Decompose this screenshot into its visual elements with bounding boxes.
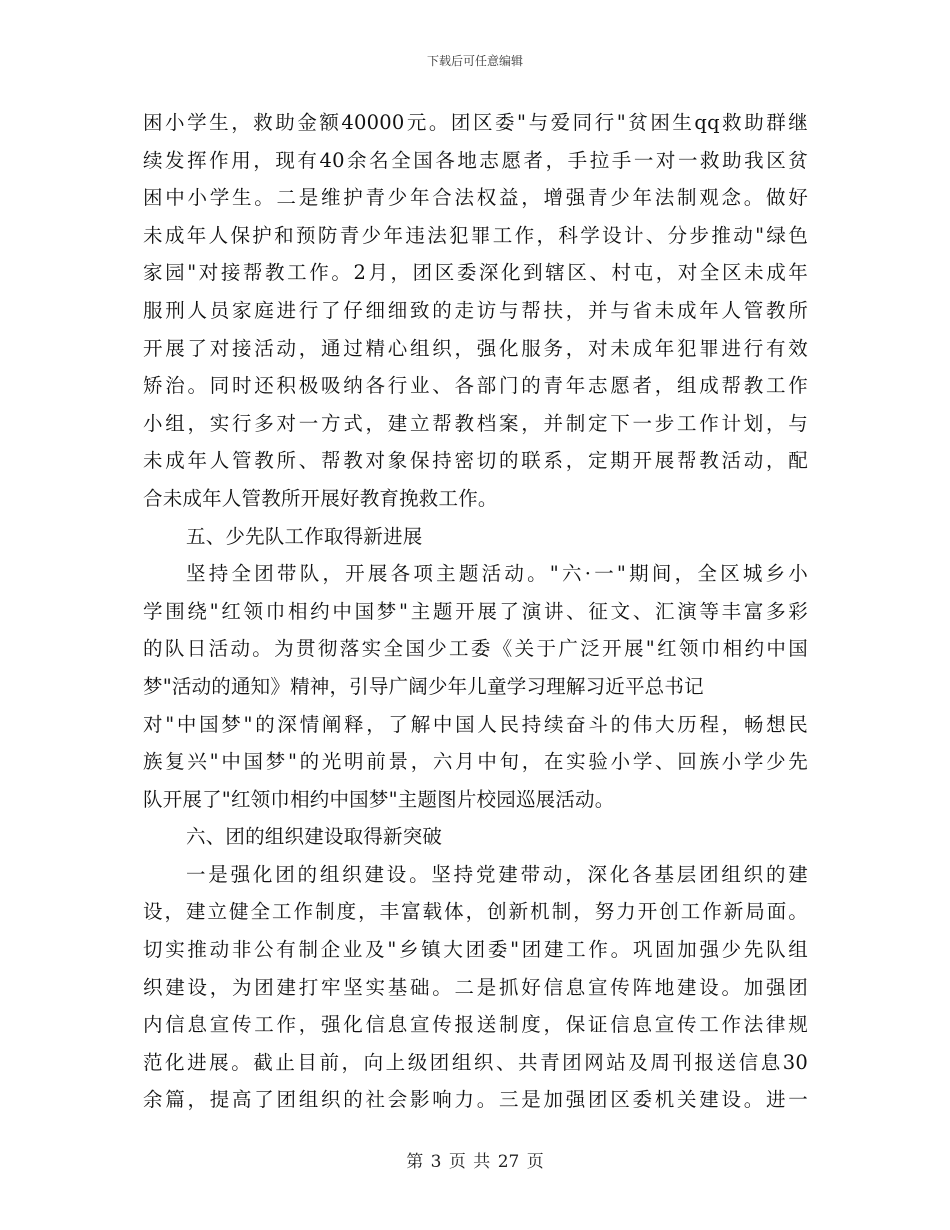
body-line: 的队日活动。为贯彻落实全国少工委《关于广泛开展"红领巾相约中国: [143, 637, 808, 661]
page-footer: 第 3 页 共 27 页: [406, 1152, 544, 1172]
section-heading: 六、团的组织建设取得新突破: [186, 825, 443, 849]
body-line: 困中小学生。二是维护青少年合法权益，增强青少年法制观念。做好: [143, 186, 808, 210]
body-line: 队开展了"红领巾相约中国梦"主题图片校园巡展活动。: [143, 787, 615, 811]
body-line: 族复兴"中国梦"的光明前景，六月中旬，在实验小学、回族小学少先: [143, 750, 808, 774]
body-line: 设，建立健全工作制度，丰富载体，创新机制，努力开创工作新局面。: [143, 900, 808, 924]
body-line: 小组，实行多对一方式，建立帮教档案，并制定下一步工作计划，与: [143, 411, 808, 435]
body-line: 对"中国梦"的深情阐释，了解中国人民持续奋斗的伟大历程，畅想民: [143, 712, 808, 736]
section-heading: 五、少先队工作取得新进展: [186, 524, 423, 548]
body-line: 未成年人管教所、帮教对象保持密切的联系，定期开展帮教活动，配: [143, 449, 808, 473]
body-line: 困小学生，救助金额40000元。团区委"与爱同行"贫困生qq救助群继: [143, 111, 808, 134]
body-line: 学围绕"红领巾相约中国梦"主题开展了演讲、征文、汇演等丰富多彩: [143, 599, 808, 623]
body-line: 合未成年人管教所开展好教育挽救工作。: [143, 486, 498, 510]
body-line: 范化进展。截止目前，向上级团组织、共青团网站及周刊报送信息30: [143, 1050, 808, 1074]
body-line: 梦"活动的通知》精神，引导广阔少年儿童学习理解习近平总书记: [143, 674, 704, 698]
body-line: 服刑人员家庭进行了仔细细致的走访与帮扶，并与省未成年人管教所: [143, 298, 808, 322]
body-line: 矫治。同时还积极吸纳各行业、各部门的青年志愿者，组成帮教工作: [143, 374, 808, 398]
paragraph-first-line: 一是强化团的组织建设。坚持党建带动，深化各基层团组织的建: [186, 862, 808, 886]
body-line: 未成年人保护和预防青少年违法犯罪工作，科学设计、分步推动"绿色: [143, 223, 808, 247]
document-body: [143, 104, 808, 1119]
body-line: 开展了对接活动，通过精心组织，强化服务，对未成年犯罪进行有效: [143, 336, 808, 360]
body-line: 内信息宣传工作，强化信息宣传报送制度，保证信息宣传工作法律规: [143, 1013, 808, 1037]
body-line: 续发挥作用，现有40余名全国各地志愿者，手拉手一对一救助我区贫: [143, 148, 808, 172]
body-line: 切实推动非公有制企业及"乡镇大团委"团建工作。巩固加强少先队组: [143, 938, 808, 962]
body-line: 余篇，提高了团组织的社会影响力。三是加强团区委机关建设。进一: [143, 1088, 808, 1112]
body-line: 家园"对接帮教工作。2月，团区委深化到辖区、村屯，对全区未成年: [143, 261, 808, 285]
body-line: 织建设，为团建打牢坚实基础。二是抓好信息宣传阵地建设。加强团: [143, 975, 808, 999]
page-header: 下载后可任意编辑: [426, 54, 523, 68]
paragraph-first-line: 坚持全团带队，开展各项主题活动。"六·一"期间，全区城乡小: [186, 562, 808, 586]
